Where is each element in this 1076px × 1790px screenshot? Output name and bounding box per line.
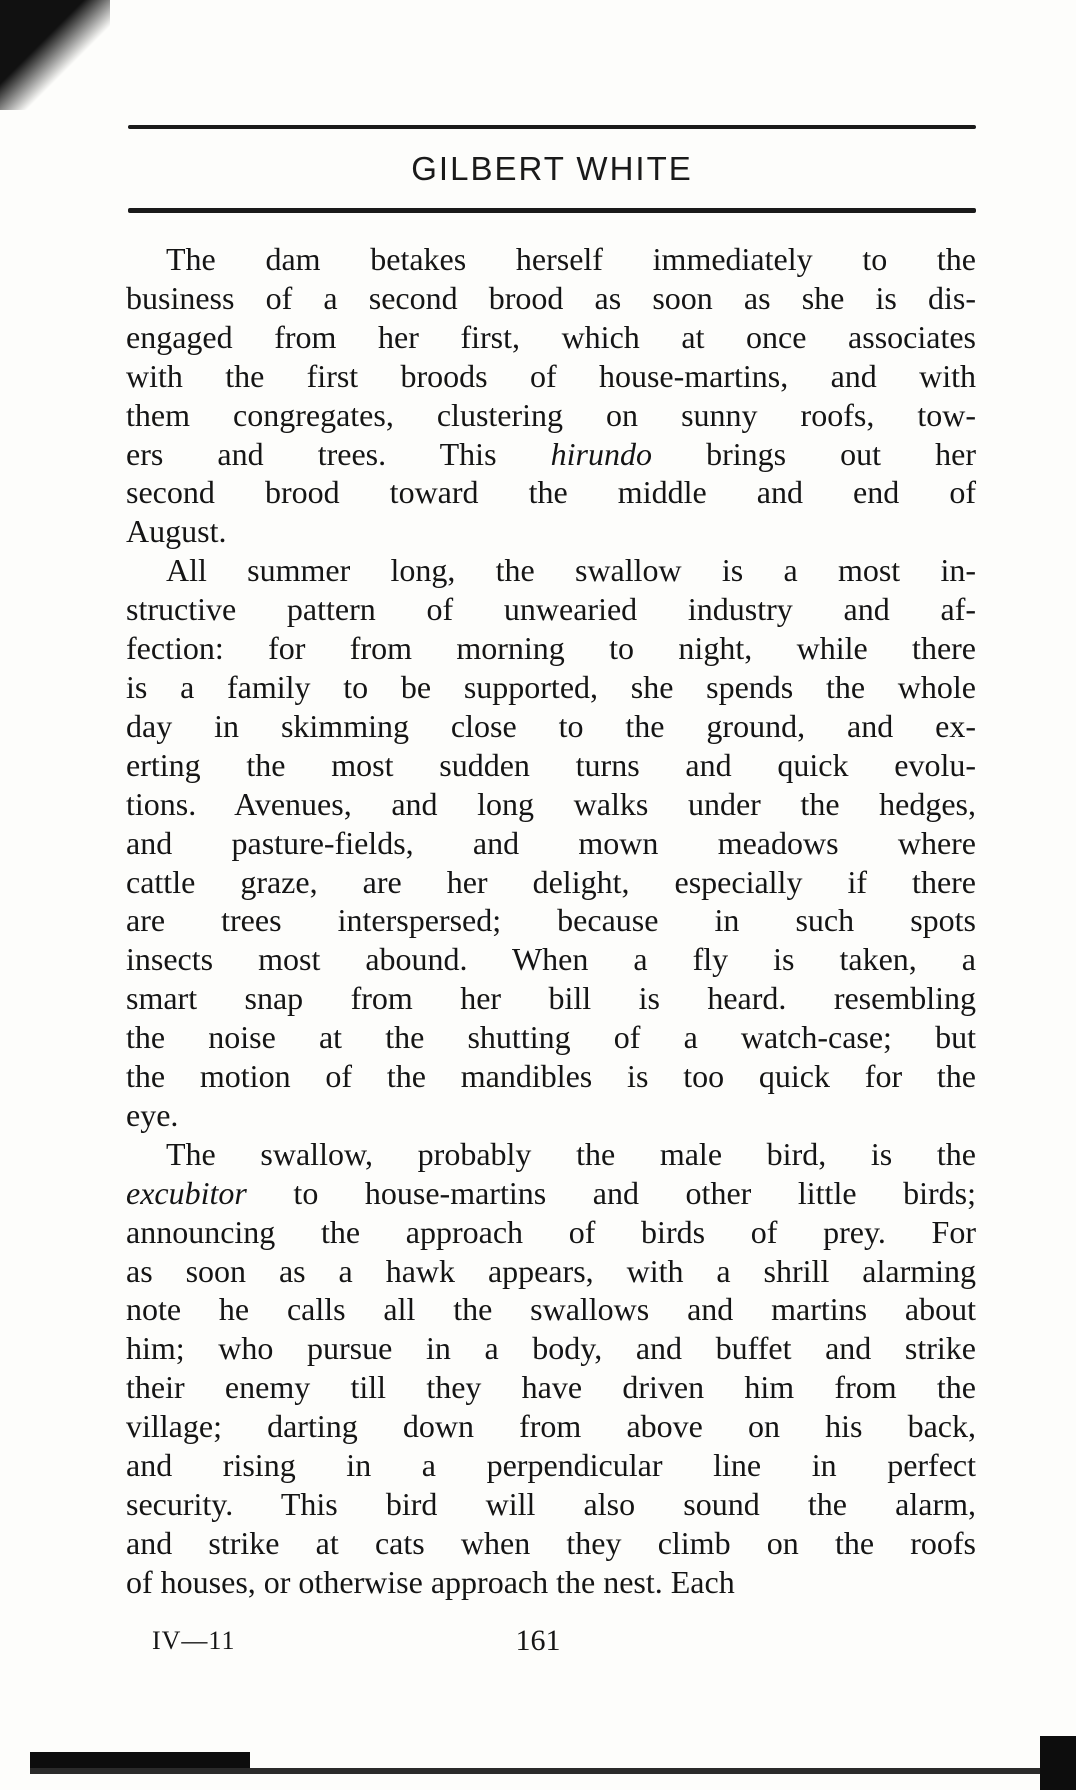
text-line: fection: for from morning to night, while there xyxy=(126,630,976,667)
text-line: engaged from her first, which at once associates xyxy=(126,318,976,355)
text-line: All summer long, the swallow is a most in- xyxy=(166,552,976,589)
text-line: excubitor to house-martins and other little birds; xyxy=(126,1174,976,1211)
italic-term: excubitor xyxy=(126,1174,247,1211)
text-line: cattle graze, are her delight, especially if there xyxy=(126,863,976,900)
text-line: security. This bird will also sound the alarm, xyxy=(126,1486,976,1522)
header-rule-bottom xyxy=(128,208,976,213)
text-line: announcing the approach of birds of prey. For xyxy=(126,1213,976,1250)
signature-mark: IV—11 xyxy=(152,1626,236,1655)
text-line: business of a second brood as soon as she is dis- xyxy=(126,279,976,316)
text-line: and pasture-fields, and mown meadows where xyxy=(126,824,976,861)
italic-term: hirundo xyxy=(550,435,652,472)
text-line: eye. xyxy=(126,1096,179,1133)
scan-corner-mark xyxy=(0,0,110,110)
text-line: village; darting down from above on his back, xyxy=(126,1408,976,1445)
text-line: as soon as a hawk appears, with a shrill alarming xyxy=(126,1252,976,1289)
header-rule-top xyxy=(128,125,976,129)
text-line: insects most abound. When a fly is taken, a xyxy=(126,941,976,978)
text-line: structive pattern of unwearied industry and af- xyxy=(126,591,976,628)
text-line: The swallow, probably the male bird, is the xyxy=(166,1135,976,1172)
text-line: and rising in a perpendicular line in perfect xyxy=(126,1447,976,1484)
running-head: GILBERT WHITE xyxy=(411,150,693,187)
text-line: him; who pursue in a body, and buffet and strike xyxy=(126,1330,976,1367)
text-line: August. xyxy=(126,513,227,550)
text-line: of houses, or otherwise approach the nest. Each xyxy=(126,1563,735,1600)
text-line: The dam betakes herself immediately to the xyxy=(166,241,976,277)
text-line: the motion of the mandibles is too quick for the xyxy=(126,1058,976,1095)
text-line: erting the most sudden turns and quick evolu- xyxy=(126,746,976,783)
scan-edge-mark-right xyxy=(1040,1736,1076,1790)
text-line: are trees interspersed; because in such spots xyxy=(126,902,976,939)
body-text xyxy=(126,240,976,1602)
text-line: and strike at cats when they climb on the roofs xyxy=(126,1524,976,1561)
text-line: with the first broods of house-martins, and with xyxy=(126,357,976,394)
text-line: second brood toward the middle and end of xyxy=(126,474,976,511)
text-line: note he calls all the swallows and martins about xyxy=(126,1291,976,1328)
text-line: is a family to be supported, she spends the whole xyxy=(126,668,976,705)
text-line: smart snap from her bill is heard. resembling xyxy=(126,980,976,1017)
page-number: 161 xyxy=(515,1624,561,1657)
text-line: tions. Avenues, and long walks under the hedges, xyxy=(126,785,976,822)
text-line: them congregates, clustering on sunny roofs, tow- xyxy=(126,396,976,433)
text-line: ers and trees. This hirundo brings out her xyxy=(126,435,977,472)
text-line: their enemy till they have driven him from the xyxy=(126,1369,976,1406)
scan-edge-bar xyxy=(30,1768,1070,1774)
text-line: the noise at the shutting of a watch-case; but xyxy=(126,1019,976,1056)
text-line: day in skimming close to the ground, and ex- xyxy=(126,707,976,744)
